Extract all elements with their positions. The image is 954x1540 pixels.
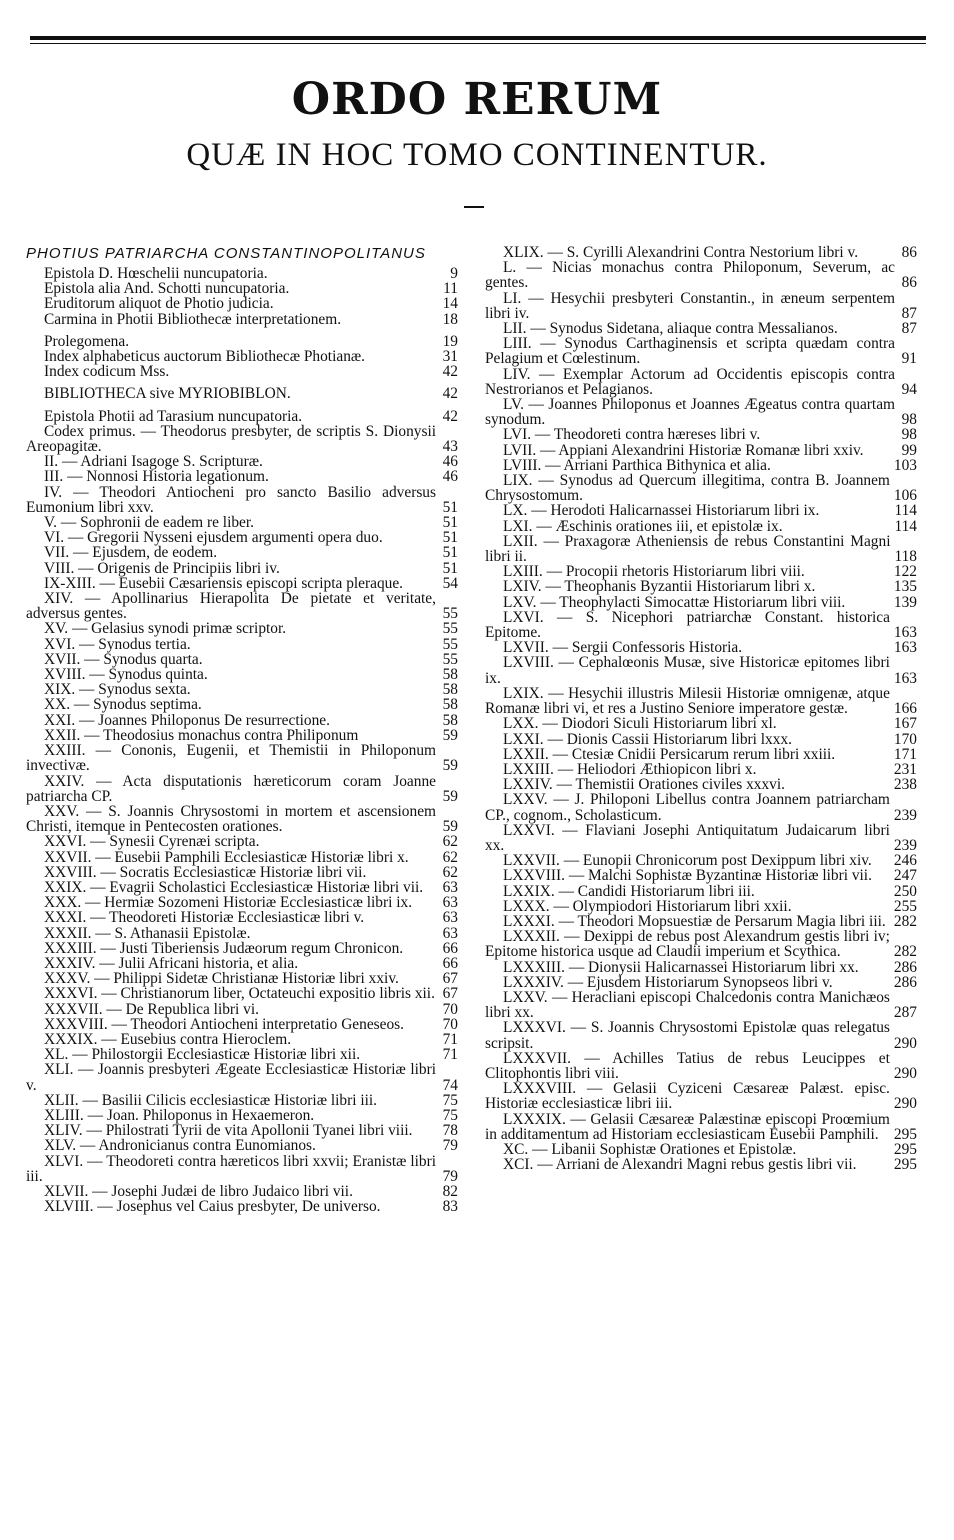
toc-entry-page: 166 [893,700,917,718]
toc-entry-page: 70 [442,1015,458,1033]
toc-entry-page: 58 [442,681,458,699]
top-rule-thin [30,43,926,44]
toc-entry-page: 42 [442,407,458,425]
toc-entry-title: LXIII. — Procopii rhetoris Historiarum libri viii. [503,563,805,581]
toc-entry-title: XVI. — Synodus tertia. [44,635,191,653]
toc-entry-page: 63 [442,924,458,942]
toc-entry-page: 287 [893,1004,917,1022]
toc-entry-page: 71 [442,1030,458,1048]
left-entry-list [26,266,458,1214]
toc-entry [485,884,917,899]
toc-entry-title: LXI. — Æschinis orationes iii, et epistolæ ix. [503,517,783,535]
toc-entry-page: 282 [893,943,917,961]
toc-entry-page: 67 [442,985,458,1003]
left-column [26,245,458,1214]
toc-entry-page: 238 [893,776,917,794]
toc-entry-page: 99 [901,441,917,459]
toc-entry-title: LXVIII. — Cephalœonis Musæ, sive Historicæ epitomes libri ix. [485,654,890,687]
toc-entry-page: 106 [893,487,917,505]
toc-entry-title: LX. — Herodoti Halicarnassei Historiarum libri ix. [503,502,820,520]
toc-entry-page: 55 [442,650,458,668]
toc-entry-title: XLII. — Basilii Cilicis ecclesiasticæ Historiæ libri iii. [44,1091,377,1109]
toc-entry [485,245,917,260]
toc-entry [485,868,917,883]
toc-entry-page: 55 [442,605,458,623]
toc-entry-page: 51 [442,529,458,547]
toc-entry [26,1184,458,1199]
toc-entry-title: XLIV. — Philostrati Tyrii de vita Apollonii Tyanei libri viii. [44,1122,413,1140]
toc-entry-title: LVI. — Theodoreti contra hæreses libri v. [503,426,761,444]
toc-entry-page: 59 [442,787,458,805]
toc-entry-page: 46 [442,468,458,486]
toc-entry-title: LIX. — Synodus ad Quercum illegitima, contra B. Joannem Chrysostomum. [485,472,890,505]
toc-entry [485,397,917,427]
toc-entry [26,880,458,895]
toc-entry-title: LXV. — Theophylacti Simocattæ Historiarum libri viii. [503,593,846,611]
toc-entry-page: 63 [442,894,458,912]
toc-entry-title: LXXII. — Ctesiæ Cnidii Persicarum rerum libri xxiii. [503,745,836,763]
toc-entry-title: LXXIV. — Themistii Orationes civiles xxxvi. [503,776,785,794]
toc-entry [485,427,917,442]
toc-entry [26,1032,458,1047]
toc-entry-page: 82 [442,1182,458,1200]
toc-entry-title: XXXVII. — De Republica libri vi. [44,1000,259,1018]
toc-entry-page: 231 [893,760,917,778]
toc-entry [485,1051,917,1081]
toc-entry [485,519,917,534]
toc-entry-page: 163 [893,639,917,657]
toc-entry-title: LXXXII. — Dexippi de rebus post Alexandrum gestis libri iv; Epitome historica usque ad Claudii imperium et Scythica. [485,928,890,961]
toc-entry-page: 286 [893,958,917,976]
toc-entry [26,1154,458,1184]
toc-entry-title: XLVII. — Josephi Judæi de libro Judaico libri vii. [44,1182,353,1200]
toc-entry-title: Codex primus. — Theodorus presbyter, de scriptis S. Dionysii Areopagitæ. [26,422,436,456]
toc-entry-title: XLV. — Andronicianus contra Eunomianos. [44,1137,316,1155]
toc-entry-title: II. — Adriani Isagoge S. Scripturæ. [44,453,263,471]
toc-entry-title: LXXV. — J. Philoponi Libellus contra Joannem patriarcham CP., cognom., Scholasticum. [485,791,890,824]
toc-entry-title: XXIX. — Evagrii Scholastici Ecclesiasticæ Historiæ libri vii. [44,878,424,896]
toc-entry [26,334,458,349]
toc-entry-page: 62 [442,848,458,866]
toc-entry-page: 67 [442,970,458,988]
toc-entry [485,367,917,397]
toc-entry [485,503,917,518]
toc-entry-page: 246 [893,852,917,870]
toc-entry-title: LXXXIV. — Ejusdem Historiarum Synopseos libri v. [503,973,833,991]
toc-entry-page: 282 [893,912,917,930]
toc-entry-page: 74 [442,1076,458,1094]
toc-entry-page: 18 [442,310,458,328]
toc-entry-page: 122 [893,563,917,581]
title-dash [464,206,484,208]
toc-entry [485,473,917,503]
toc-entry-page: 98 [901,426,917,444]
toc-entry [26,713,458,728]
toc-entry-page: 163 [893,669,917,687]
toc-entry [485,458,917,473]
toc-entry [26,667,458,682]
toc-entry-title: XXXVI. — Christianorum liber, Octateuchi expositio libris xii. [44,985,435,1003]
toc-entry-page: 51 [442,559,458,577]
toc-entry-page: 9 [450,265,458,282]
toc-entry-page: 51 [442,498,458,516]
toc-entry [485,823,917,853]
toc-entry-title: Index alphabeticus auctorum Bibliothecæ Photianæ. [44,348,366,366]
toc-entry-page: 58 [442,696,458,714]
toc-entry [26,637,458,652]
toc-entry-page: 59 [442,818,458,836]
toc-entry-title: LI. — Hesychii presbyteri Constantin., in æneum serpentem libri iv. [485,289,895,322]
section-heading: PHOTIUS PATRIARCHA CONSTANTINOPOLITANUS [26,245,426,262]
toc-entry-title: LXX. — Diodori Siculi Historiarum libri xl. [503,715,777,733]
toc-entry [485,1020,917,1050]
toc-entry-title: Epistola alia And. Schotti nuncupatoria. [44,280,290,298]
toc-entry-page: 66 [442,954,458,972]
toc-entry-page: 19 [442,332,458,350]
toc-entry-title: VIII. — Origenis de Principiis libri iv. [44,559,280,577]
toc-entry-title: LXXXVII. — Achilles Tatius de rebus Leucippes et Clitophontis libri viii. [485,1049,890,1082]
toc-entry [26,1108,458,1123]
toc-entry [26,386,458,401]
toc-entry [26,364,458,379]
toc-entry-page: 62 [442,833,458,851]
toc-entry [26,850,458,865]
toc-entry-title: XIX. — Synodus sexta. [44,681,191,699]
toc-entry [26,515,458,530]
toc-entry-title: XXVI. — Synesii Cyrenæi scripta. [44,833,260,851]
toc-entry [26,424,458,454]
toc-entry-title: XIV. — Apollinarius Hierapolita De pietate et veritate, adversus gentes. [26,590,436,623]
toc-entry-title: LXXVI. — Flaviani Josephi Antiquitatum Judaicarum libri xx. [485,821,890,854]
toc-entry-page: 290 [893,1095,917,1113]
toc-entry [26,312,458,327]
toc-entry [26,1093,458,1108]
toc-entry [26,697,458,712]
toc-entry-title: LXXXIX. — Gelasii Cæsareæ Palæstinæ episcopi Proœmium in additamentum ad Historiam ecclesiasticam Eusebii Pamphili. [485,1110,890,1143]
toc-entry-title: LVII. — Appiani Alexandrini Historiæ Romanæ libri xxiv. [503,441,864,459]
toc-entry [485,564,917,579]
toc-entry-title: XL. — Philostorgii Ecclesiasticæ Historiæ libri xii. [44,1046,361,1064]
toc-entry-page: 295 [893,1140,917,1158]
top-rule [30,36,926,40]
toc-entry-page: 87 [901,320,917,338]
toc-entry [26,1138,458,1153]
toc-entry-page: 91 [901,350,917,368]
toc-entry [26,1062,458,1092]
toc-entry [485,1081,917,1111]
toc-entry-page: 135 [893,578,917,596]
toc-entry-page: 70 [442,1000,458,1018]
toc-entry-page: 255 [893,897,917,915]
toc-entry-title: XXXII. — S. Athanasii Epistolæ. [44,924,251,942]
right-entry-list [485,245,917,1172]
toc-entry [26,454,458,469]
toc-entry [26,986,458,1001]
toc-entry-page: 11 [443,280,458,298]
toc-entry-title: XXV. — S. Joannis Chrysostomi in mortem et ascensionem Christi, itemque in Pentecosten orationes. [26,802,436,836]
toc-entry-title: XVII. — Synodus quarta. [44,650,203,668]
toc-entry-page: 79 [442,1167,458,1185]
toc-entry-page: 290 [893,1034,917,1052]
toc-entry-title: LXXXVI. — S. Joannis Chrysostomi Epistolæ quas relegatus scripsit. [485,1019,890,1052]
toc-entry [26,804,458,834]
toc-entry-title: Epistola D. Hœschelii nuncupatoria. [44,265,268,282]
toc-entry-title: LXXXVIII. — Gelasii Cyziceni Cæsareæ Palæst. episc. Historiæ ecclesiasticæ libri iii. [485,1080,890,1113]
toc-entry [485,291,917,321]
toc-entry-title: XLVI. — Theodoreti contra hæreticos libri xxvii; Eranistæ libri iii. [26,1152,436,1185]
toc-entry [485,321,917,336]
toc-entry-page: 286 [893,973,917,991]
toc-entry [26,561,458,576]
toc-entry [26,682,458,697]
toc-entry-title: XV. — Gelasius synodi primæ scriptor. [44,620,287,638]
toc-entry-title: LXII. — Praxagoræ Atheniensis de rebus Constantini Magni libri ii. [485,532,891,566]
toc-entry-title: LXXVII. — Eunopii Chronicorum post Dexippum libri xiv. [503,852,872,870]
toc-entry-title: Carmina in Photii Bibliothecæ interpretationem. [44,310,342,328]
toc-entry-title: XLIII. — Joan. Philoponus in Hexaemeron. [44,1106,315,1124]
toc-entry-title: III. — Nonnosi Historia legationum. [44,468,269,486]
toc-entry-title: XXXIX. — Eusebius contra Hieroclem. [44,1030,292,1048]
toc-entry-page: 14 [442,295,458,313]
toc-entry-page: 59 [442,757,458,775]
toc-entry-page: 94 [901,380,917,398]
toc-entry [26,576,458,591]
toc-entry [26,956,458,971]
toc-entry-title: LIII. — Synodus Carthaginensis et scripta quædam contra Pelagium et Cœlestinum. [485,335,895,368]
toc-entry-title: LXXI. — Dionis Cassii Historiarum libri lxxx. [503,730,792,748]
toc-entry-title: LXXXIII. — Dionysii Halicarnassei Historiarum libri xx. [503,958,859,976]
toc-entry-page: 63 [442,878,458,896]
toc-entry-title: XXVII. — Eusebii Pamphili Ecclesiasticæ Historiæ libri x. [44,848,409,866]
toc-entry-page: 71 [442,1046,458,1064]
toc-entry [26,1047,458,1062]
toc-entry-title: LV. — Joannes Philoponus et Joannes Ægeatus contra quartam synodum. [485,396,895,429]
toc-entry-title: XC. — Libanii Sophistæ Orationes et Epistolæ. [503,1140,797,1158]
toc-entry [485,853,917,868]
toc-entry [485,655,917,685]
toc-entry [26,1199,458,1214]
toc-entry [485,534,917,564]
toc-entry-title: L. — Nicias monachus contra Philoponum, Severum, ac gentes. [485,259,895,292]
toc-entry-page: 118 [894,548,917,566]
toc-entry [26,743,458,773]
toc-entry-title: BIBLIOTHECA sive MYRIOBIBLON. [44,385,291,403]
toc-entry-title: VI. — Gregorii Nysseni ejusdem argumenti opera duo. [44,529,383,547]
toc-entry-title: XVIII. — Synodus quinta. [44,666,208,684]
toc-entry [26,910,458,925]
toc-entry-title: VII. — Ejusdem, de eodem. [44,544,218,562]
page-subtitle: QUÆ IN HOC TOMO CONTINENTUR. [186,137,768,173]
toc-entry [485,747,917,762]
toc-entry-title: LXXVIII. — Malchi Sophistæ Byzantinæ Historiæ libri vii. [503,867,872,885]
toc-entry-title: XXXVIII. — Theodori Antiocheni interpretatio Geneseos. [44,1015,405,1033]
toc-entry [485,579,917,594]
toc-entry-page: 98 [901,411,917,429]
toc-entry-title: LXXIX. — Candidi Historiarum libri iii. [503,882,755,900]
toc-entry [485,899,917,914]
right-column [485,245,917,1172]
toc-entry-page: 86 [901,274,917,292]
toc-entry-title: XXX. — Hermiæ Sozomeni Historiæ Ecclesiasticæ libri ix. [44,894,413,912]
toc-entry [485,929,917,959]
toc-entry-page: 170 [893,730,917,748]
toc-entry-page: 59 [442,726,458,744]
toc-entry-page: 43 [442,438,458,456]
toc-entry-title: Index codicum Mss. [44,363,170,381]
toc-entry [26,621,458,636]
toc-entry-title: XXIII. — Cononis, Eugenii, et Themistii in Philoponum invectivæ. [26,742,436,775]
toc-entry-page: 78 [442,1122,458,1140]
toc-entry-page: 114 [894,517,917,535]
toc-entry-title: LXXX. — Olympiodori Historiarum libri xxii. [503,897,792,915]
toc-entry [26,545,458,560]
toc-entry-title: Prolegomena. [44,332,130,350]
toc-entry-page: 250 [893,882,917,900]
toc-entry-title: IX-XIII. — Eusebii Cæsariensis episcopi scripta pleraque. [44,574,404,592]
toc-entry-page: 239 [893,806,917,824]
toc-entry-title: LXVI. — S. Nicephori patriarchæ Constant. historica Epitome. [485,608,890,642]
toc-entry [26,530,458,545]
toc-entry-page: 79 [442,1137,458,1155]
toc-entry-page: 42 [442,385,458,403]
toc-entry-title: XXII. — Theodosius monachus contra Philiponum [44,726,359,744]
toc-entry-title: LXIV. — Theophanis Byzantii Historiarum libri x. [503,578,816,596]
toc-entry [26,469,458,484]
toc-entry [26,591,458,621]
toc-entry-title: XXIV. — Acta disputationis hæreticorum coram Joanne patriarcha CP. [26,772,436,805]
toc-entry [26,1123,458,1138]
toc-entry [485,732,917,747]
toc-entry [26,1017,458,1032]
toc-entry-page: 42 [442,363,458,381]
toc-entry-page: 51 [442,514,458,532]
toc-entry-page: 114 [894,502,917,520]
toc-entry-page: 171 [893,745,917,763]
toc-entry-page: 58 [442,666,458,684]
toc-entry [485,595,917,610]
toc-entry-page: 103 [893,456,917,474]
toc-entry-page: 66 [442,939,458,957]
toc-entry-page: 167 [893,715,917,733]
toc-entry [485,777,917,792]
toc-entry [485,1157,917,1172]
toc-entry [26,834,458,849]
toc-entry [26,774,458,804]
toc-entry-page: 51 [442,544,458,562]
toc-entry-page: 295 [893,1125,917,1143]
toc-entry [485,716,917,731]
toc-entry [26,1002,458,1017]
toc-entry-page: 46 [442,453,458,471]
toc-entry-title: XXXV. — Philippi Sidetæ Christianæ Historiæ libri xxiv. [44,970,399,988]
toc-entry [26,296,458,311]
toc-entry-title: XCI. — Arriani de Alexandri Magni rebus gestis libri vii. [503,1156,857,1174]
toc-entry-page: 58 [442,711,458,729]
toc-entry-page: 75 [442,1091,458,1109]
toc-entry [485,960,917,975]
toc-entry-title: XXXI. — Theodoreti Historiæ Ecclesiasticæ libri v. [44,909,365,927]
toc-entry [26,941,458,956]
toc-entry-page: 163 [893,624,917,642]
toc-entry-page: 87 [901,304,917,322]
toc-entry [26,409,458,424]
toc-entry-page: 295 [893,1156,917,1174]
toc-entry-title: XX. — Synodus septima. [44,696,202,714]
toc-entry [26,652,458,667]
toc-entry-page: 55 [442,635,458,653]
toc-entry [26,926,458,941]
toc-entry-page: 290 [893,1064,917,1082]
toc-entry-page: 31 [442,348,458,366]
toc-entry-page: 54 [442,574,458,592]
toc-entry [26,266,458,281]
toc-entry-page: 83 [442,1198,458,1216]
page-title: ORDO RERUM [291,74,663,125]
toc-entry-title: LXVII. — Sergii Confessoris Historia. [503,639,743,657]
toc-entry-title: LXXXI. — Theodori Mopsuestiæ de Persarum Magia libri iii. [503,912,886,930]
toc-entry-page: 62 [442,863,458,881]
toc-entry-title: XXXIV. — Julii Africani historia, et alia. [44,954,299,972]
toc-entry [26,485,458,515]
toc-entry-title: Eruditorum aliquot de Photio judicia. [44,295,274,313]
toc-entry [485,443,917,458]
toc-entry-page: 75 [442,1106,458,1124]
toc-entry [26,349,458,364]
toc-entry [485,990,917,1020]
toc-entry-title: V. — Sophronii de eadem re liber. [44,514,255,532]
toc-entry [26,895,458,910]
toc-entry-page: 55 [442,620,458,638]
toc-entry-title: LII. — Synodus Sidetana, aliaque contra Messalianos. [503,320,838,338]
toc-entry [485,975,917,990]
toc-entry-page: 86 [901,244,917,261]
toc-entry [26,865,458,880]
toc-entry-title: LXXV. — Heracliani episcopi Chalcedonis contra Manichæos libri xx. [485,988,890,1022]
toc-entry-title: LXXIII. — Heliodori Æthiopicon libri x. [503,760,757,778]
toc-entry [26,281,458,296]
toc-entry-title: LVIII. — Arriani Parthica Bithynica et alia. [503,456,771,474]
toc-entry-page: 239 [893,836,917,854]
toc-entry [485,640,917,655]
toc-entry [485,1112,917,1142]
toc-entry-page: 247 [893,867,917,885]
toc-entry [26,971,458,986]
toc-entry-title: XLVIII. — Josephus vel Caius presbyter, De universo. [44,1198,381,1216]
toc-entry [485,762,917,777]
toc-entry-title: IV. — Theodori Antiocheni pro sancto Basilio adversus Eumonium libri xxv. [26,483,436,516]
toc-entry [485,792,917,822]
toc-entry-title: XLIX. — S. Cyrilli Alexandrini Contra Nestorium libri v. [503,244,859,261]
toc-entry [26,728,458,743]
toc-entry [485,686,917,716]
toc-entry-title: LXIX. — Hesychii illustris Milesii Historiæ omnigenæ, atque Romanæ libri vi, et res a Justino Seniore imperatore gestæ. [485,684,890,718]
toc-entry-title: LIV. — Exemplar Actorum ad Occidentis episcopis contra Nestrorianos et Pelagianos. [485,365,895,398]
toc-entry-title: XXXIII. — Justi Tiberiensis Judæorum regum Chronicon. [44,939,404,957]
toc-entry [485,914,917,929]
toc-entry [485,260,917,290]
toc-entry-page: 139 [893,593,917,611]
toc-entry-title: XXVIII. — Socratis Ecclesiasticæ Historiæ libri vii. [44,863,367,881]
toc-entry-page: 63 [442,909,458,927]
toc-entry-title: Epistola Photii ad Tarasium nuncupatoria. [44,407,303,425]
toc-entry [485,610,917,640]
toc-entry [485,1142,917,1157]
toc-entry [485,336,917,366]
toc-entry-title: XXI. — Joannes Philoponus De resurrectione. [44,711,330,729]
toc-entry-title: XLI. — Joannis presbyteri Ægeate Ecclesiasticæ Historiæ libri v. [26,1061,436,1094]
